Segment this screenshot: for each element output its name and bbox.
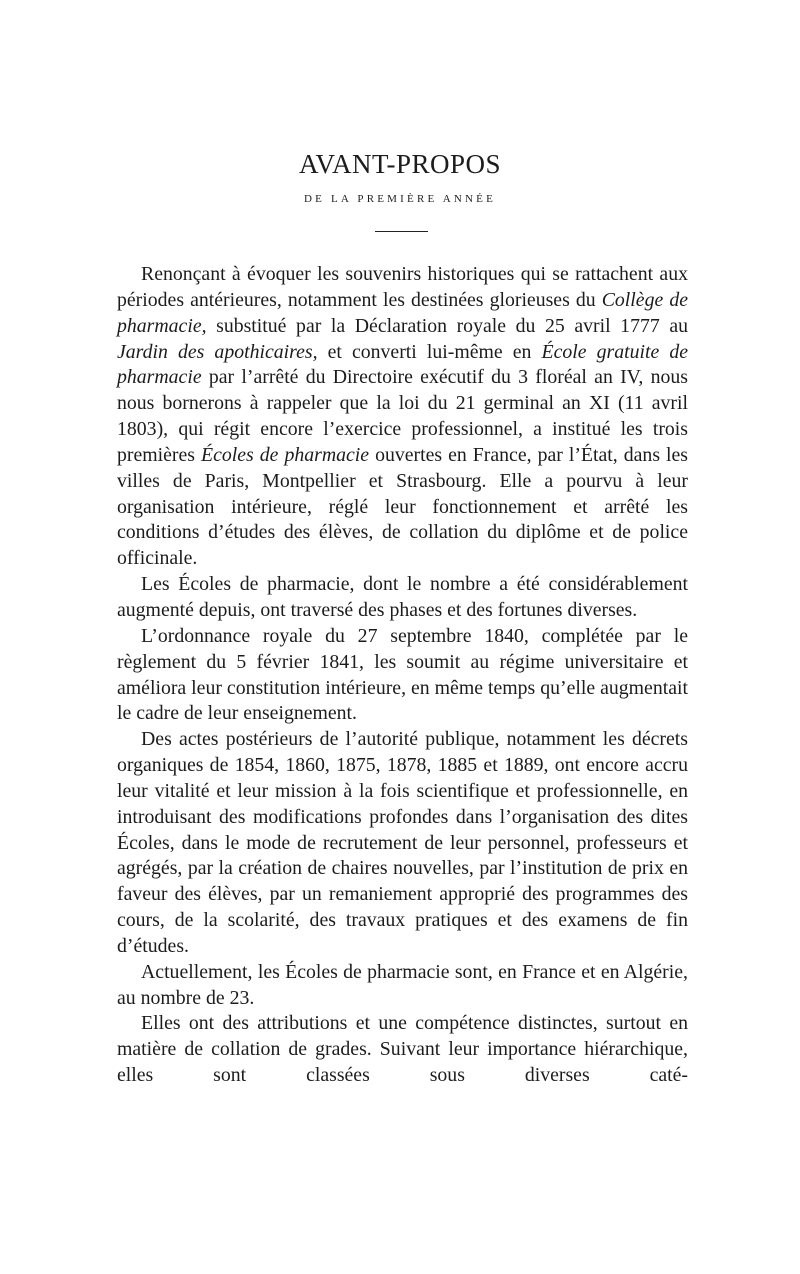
paragraph-1 [117, 262, 688, 572]
paragraph-1-italic-ecoles: Écoles de pharmacie [201, 443, 370, 466]
paragraph-1-italic-jardin: Jardin des apothicaires, [117, 340, 318, 363]
paragraph-1-text-5: ouvertes en France, par l’État, dans les villes de Paris, Montpellier et Strasbourg. Elle a pourvu à leur organisation intérieure, réglé leur fonctionnement et arrêté les conditions d’études des élèves, de collation du diplôme et de police officinale. [117, 443, 689, 570]
paragraph-1-text-1: Renonçant à évoquer les souvenirs historiques qui se rattachent aux périodes antérieures, notamment les destinées glorieuses du [117, 263, 688, 311]
paragraph-1-italic-ecole-gratuite: École gratuite de pharmacie [117, 340, 688, 389]
body-text [117, 262, 688, 1089]
paragraph-4: Des actes postérieurs de l’autorité publique, notamment les décrets organiques de 1854, 1860, 1875, 1878, 1885 et 1889, ont encore accru leur vitalité et leur mission à la fois scientifique et professionnelle, en introduisant des modifications profondes dans l’organisation des dites Écoles, dans le mode de recrutement de leur personnel, professeurs et agrégés, par la création de chaires nouvelles, par l’institution de prix en faveur des élèves, par un remaniement approprié des programmes des cours, de la scolarité, des travaux pratiques et des examens de fin d’études. [117, 728, 688, 957]
paragraph-1-italic-college: Collège de pharmacie, [117, 288, 688, 337]
paragraph-3: L’ordonnance royale du 27 septembre 1840, complétée par le règlement du 5 février 1841, les soumit au régime universitaire et améliora leur constitution intérieure, en même temps qu’elle augmentait le cadre de leur enseignement. [117, 624, 688, 725]
paragraph-1-text-3: et converti lui-même en [317, 340, 542, 363]
page-title: AVANT-PROPOS [298, 149, 502, 179]
paragraph-5: Actuellement, les Écoles de pharmacie sont, en France et en Algérie, au nombre de 23. [117, 960, 688, 1009]
paragraph-1-text-2: substitué par la Déclaration royale du 25 avril 1777 au [206, 314, 688, 337]
paragraph-6: Elles ont des attributions et une compétence distinctes, surtout en matière de collation de grades. Suivant leur importance hiérarchique, elles sont classées sous diverses caté- [117, 1012, 688, 1087]
paragraph-1-text-4: par l’arrêté du Directoire exécutif du 3 floréal an IV, nous nous bornerons à rappeler que la loi du 21 germinal an XI (11 avril 1803), qui régit encore l’exercice professionnel, a institué les trois premières [117, 366, 688, 466]
title-divider [375, 231, 428, 232]
paragraph-2: Les Écoles de pharmacie, dont le nombre a été considérablement augmenté depuis, ont traversé des phases et des fortunes diverses. [117, 573, 688, 621]
page-subtitle: DE LA PREMIÈRE ANNÉE [303, 193, 497, 205]
